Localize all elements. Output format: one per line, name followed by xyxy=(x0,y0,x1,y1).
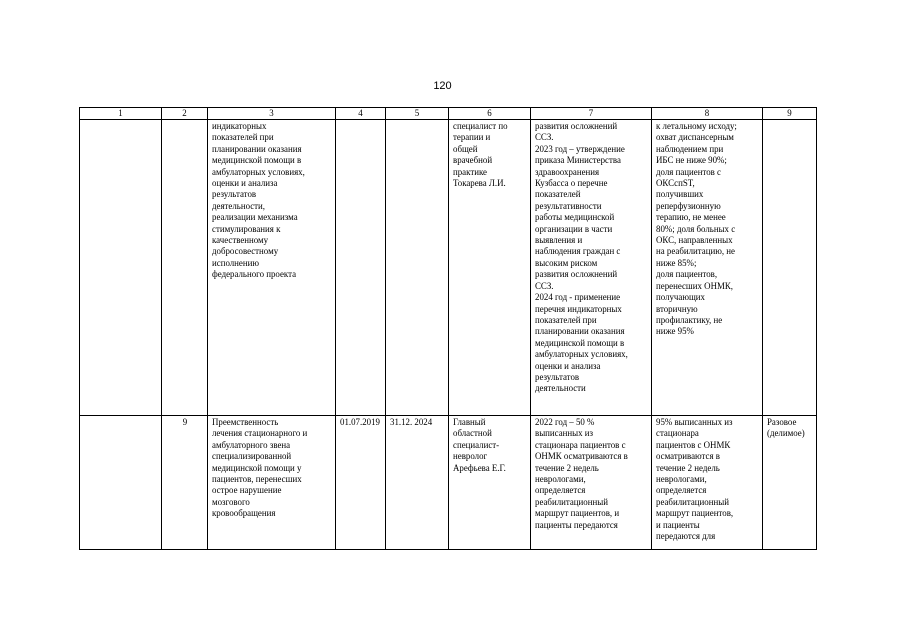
column-header: 9 xyxy=(763,108,817,120)
page-number: 120 xyxy=(433,80,452,92)
table-cell xyxy=(763,120,817,416)
column-header: 2 xyxy=(162,108,208,120)
start-date-cell: 01.07.2019 xyxy=(336,416,386,550)
column-header: 3 xyxy=(208,108,336,120)
table-cell: развития осложнений ССЗ. 2023 год – утверждение приказа Министерства здравоохранения Кузбасса о перечне показателей результативности работы медицинской организации в части выявления и наблюдения граждан с высоким риском развития осложнений ССЗ. 2024 год - применение перечня индикаторных показателей при планировании оказания медицинской помощи в амбулаторных условиях, оценки и анализа результатов деятельности xyxy=(531,120,652,416)
table-header-row xyxy=(80,108,817,120)
table-row xyxy=(80,416,817,550)
column-header: 4 xyxy=(336,108,386,120)
table-cell: индикаторных показателей при планировании оказания медицинской помощи в амбулаторных условиях, оценки и анализа результатов деятельности, реализации механизма стимулирования к качественному добросовестному исполнению федерального проекта xyxy=(208,120,336,416)
table-cell xyxy=(386,120,449,416)
table-cell: к летальному исходу; охват диспансерным наблюдением при ИБС не ниже 90%; доля пациентов с ОКСспST, получивших реперфузионную терапию, не менее 80%; доля больных с ОКС, направленных на реабилитацию, не ниже 85%; доля пациентов, перенесших ОНМК, получающих вторичную профилактику, не ниже 95% xyxy=(652,120,763,416)
column-header: 8 xyxy=(652,108,763,120)
table-cell: 2022 год – 50 % выписанных из стационара пациентов с ОНМК осматриваются в течение 2 недель неврологами, определяется реабилитационный маршрут пациентов, и пациенты передаются xyxy=(531,416,652,550)
end-date-cell: 31.12. 2024 xyxy=(386,416,449,550)
column-header: 1 xyxy=(80,108,162,120)
column-header: 6 xyxy=(449,108,531,120)
column-header: 5 xyxy=(386,108,449,120)
table-cell: специалист по терапии и общей врачебной практике Токарева Л.И. xyxy=(449,120,531,416)
table-cell xyxy=(336,120,386,416)
table-cell xyxy=(162,120,208,416)
table-cell: Преемственность лечения стационарного и амбулаторного звена специализированной медицинской помощи у пациентов, перенесших острое нарушение мозгового кровообращения xyxy=(208,416,336,550)
table-cell xyxy=(80,416,162,550)
document-table xyxy=(79,107,817,550)
responsible-cell: Главный областной специалист- невролог Арефьева Е.Г. xyxy=(449,416,531,550)
table-row xyxy=(80,120,817,416)
table-cell xyxy=(80,120,162,416)
row-number-cell: 9 xyxy=(162,416,208,550)
table-cell: 95% выписанных из стационара пациентов с ОНМК осматриваются в течение 2 недель неврологами, определяется реабилитационный маршрут пациентов, и пациенты передаются для xyxy=(652,416,763,550)
table-cell: Разовое (делимое) xyxy=(763,416,817,550)
column-header: 7 xyxy=(531,108,652,120)
